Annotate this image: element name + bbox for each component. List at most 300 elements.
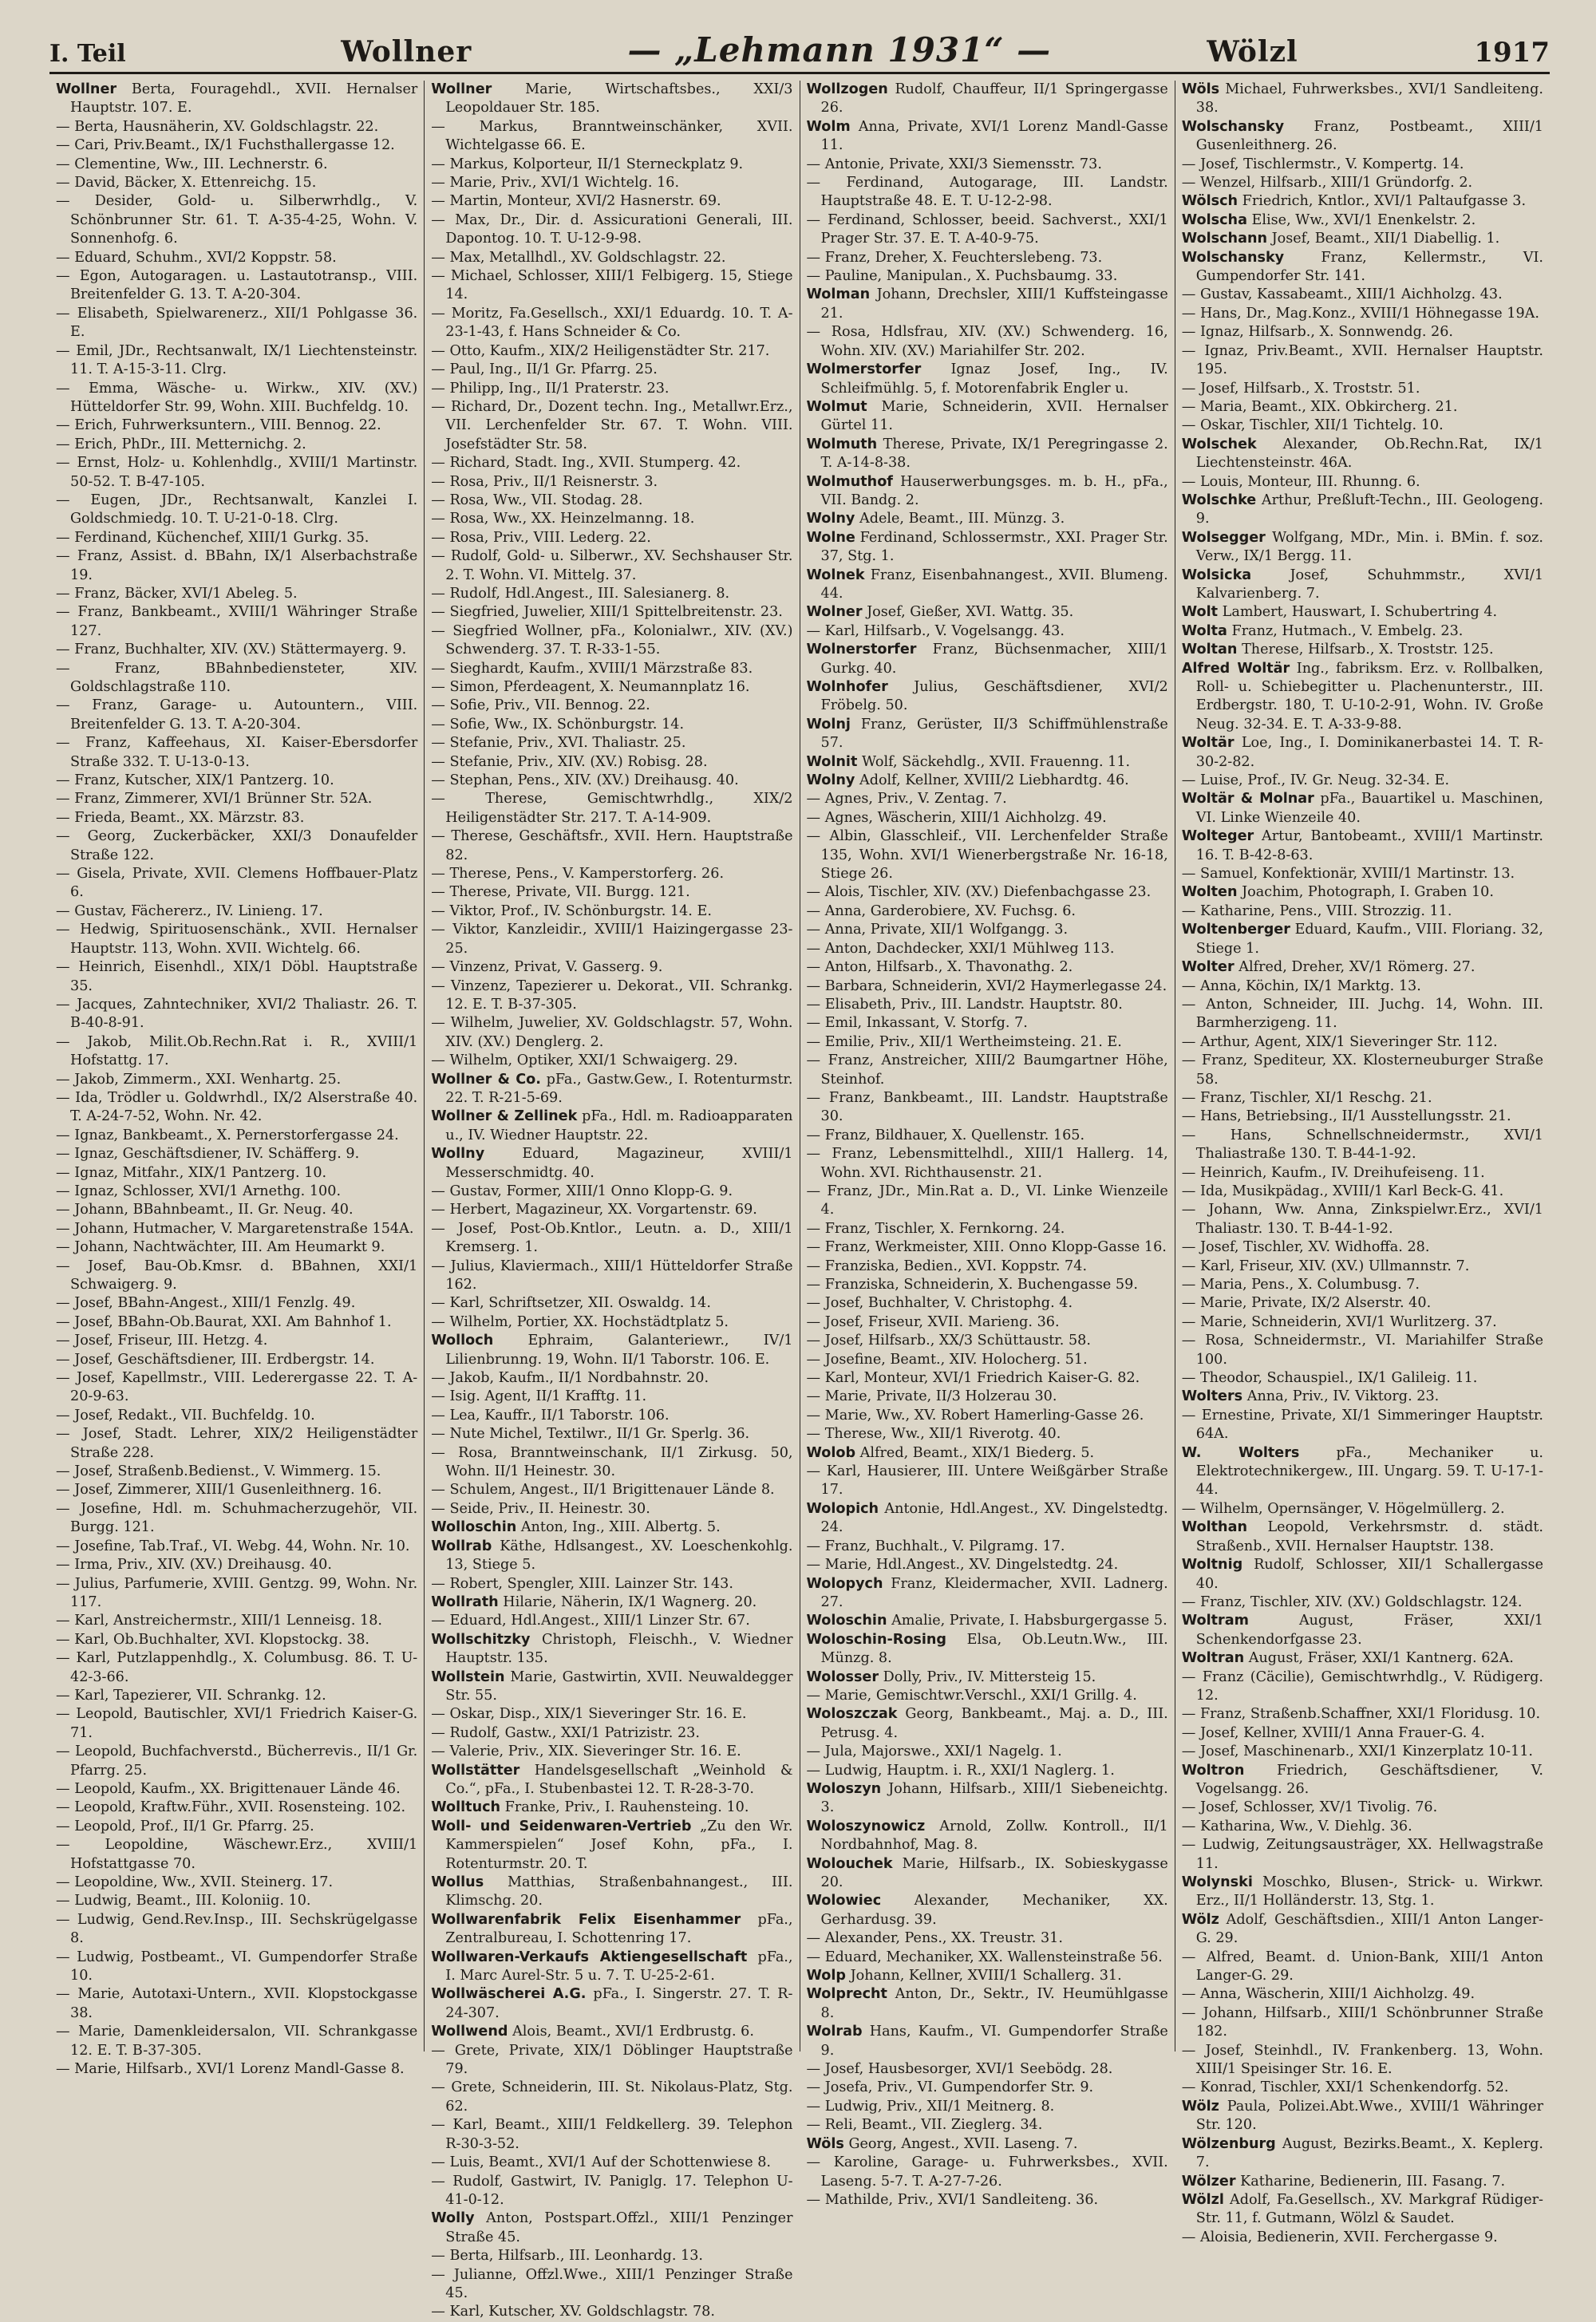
entry-details: Elise, Ww., XVI/1 Enenkelstr. 2. <box>1251 211 1476 228</box>
directory-entry <box>1182 865 1543 883</box>
entry-details: Emma, Wäsche- u. Wirkw., XIV. (XV.) Hütteldorfer Str. 99, Wohn. XIII. Buchfeldg. 10. <box>70 380 418 415</box>
directory-entry <box>1182 1556 1543 1593</box>
left-keyword: Wollner <box>341 35 472 69</box>
entry-details: Ignaz, Schlosser, XVI/1 Arnethg. 100. <box>74 1183 342 1199</box>
directory-entry <box>807 753 1168 772</box>
directory-entry <box>431 492 792 510</box>
entry-surname: Wolner <box>806 604 863 621</box>
entry-details: Jacques, Zahntechniker, XVI/2 Thaliastr. 26. T. B-40-8-91. <box>70 996 418 1032</box>
entry-details: Anna, Wäscherin, XIII/1 Aichholzg. 49. <box>1199 1986 1476 2003</box>
directory-entry <box>1182 286 1543 304</box>
entry-details: Franz, Tischler, XI/1 Reschg. 21. <box>1199 1089 1432 1106</box>
entry-details: Louis, Monteur, III. Rhunng. 6. <box>1199 473 1420 490</box>
directory-entry <box>56 1071 417 1089</box>
entry-details: Rudolf, Gastwirt, IV. Paniglg. 17. Telephon U-41-0-12. <box>445 2173 793 2208</box>
directory-entry <box>1182 1276 1543 1294</box>
directory-entry <box>56 529 417 547</box>
entry-details: Ludwig, Hauptm. i. R., XXI/1 Naglerg. 1. <box>824 1762 1115 1779</box>
directory-entry <box>807 2154 1168 2191</box>
entry-details: Josef, Straßenb.Bedienst., V. Wimmerg. 15. <box>74 1463 381 1480</box>
entry-details: Katharine, Bedienerin, III. Fasang. 7. <box>1240 2173 1506 2190</box>
directory-entry <box>431 249 792 267</box>
directory-entry <box>56 1985 417 2023</box>
entry-details: David, Bäcker, X. Ettenreichg. 15. <box>74 175 317 192</box>
entry-surname: Wolny <box>806 772 855 789</box>
directory-entry <box>807 1855 1168 1893</box>
entry-details: Emilie, Priv., XII/1 Wertheimsteing. 21. E. <box>824 1033 1122 1050</box>
directory-entry <box>431 1145 792 1183</box>
directory-entry <box>807 1238 1168 1257</box>
entry-details: Siegfried, Juwelier, XIII/1 Spittelbreitenstr. 23. <box>449 604 783 621</box>
directory-entry <box>56 1220 417 1238</box>
directory-entry <box>807 622 1168 641</box>
directory-entry <box>56 1463 417 1481</box>
directory-entry <box>431 118 792 156</box>
directory-entry <box>1182 827 1543 865</box>
directory-entry <box>807 1463 1168 1500</box>
directory-entry <box>1182 2079 1543 2097</box>
directory-entry <box>56 1892 417 1910</box>
directory-entry <box>807 1014 1168 1033</box>
directory-entry <box>431 398 792 454</box>
directory-entry <box>1182 249 1543 286</box>
directory-entry <box>431 211 792 249</box>
entry-details: Josefine, Hdl. m. Schuhmacherzugehör, VII. Burgg. 121. <box>70 1500 418 1536</box>
entry-details: Marie, Ww., XV. Robert Hamerling-Gasse 26. <box>824 1407 1144 1424</box>
entry-details: Samuel, Konfektionär, XVIII/1 Martinstr. 13. <box>1199 866 1515 883</box>
entry-details: Hilarie, Näherin, IX/1 Wagnerg. 20. <box>503 1593 757 1610</box>
directory-entry <box>1182 1818 1543 1836</box>
entry-details: Anton, Ing., XIII. Albertg. 5. <box>520 1519 721 1536</box>
entry-details: Marie, Schneiderin, XVI/1 Wurlitzerg. 37. <box>1199 1313 1497 1330</box>
entry-details: Moritz, Fa.Gesellsch., XXI/1 Eduardg. 10. T. A-23-1-43, f. Hans Schneider & Co. <box>445 305 793 341</box>
directory-entry <box>1182 958 1543 977</box>
entry-details: Aloisia, Bedienerin, XVII. Ferchergasse 9. <box>1199 2229 1498 2245</box>
entry-details: Dolly, Priv., IV. Mittersteig 15. <box>883 1668 1096 1685</box>
directory-entry <box>431 81 792 118</box>
entry-details: Hans, Betriebsing., II/1 Ausstellungsstr. 21. <box>1199 1108 1511 1125</box>
entry-details: Antonie, Hdl.Angest., XV. Dingelstedtg. 24. <box>820 1500 1168 1536</box>
directory-entry <box>431 1818 792 1874</box>
directory-entry <box>431 1724 792 1743</box>
directory-entry <box>431 716 792 734</box>
directory-entry <box>431 1631 792 1668</box>
entry-details: Johann, Hilfsarb., XIII/1 Schönbrunner Straße 182. <box>1195 2004 1543 2040</box>
directory-entry <box>807 118 1168 156</box>
entry-details: Elisabeth, Priv., III. Landstr. Hauptstr. 80. <box>824 996 1123 1013</box>
entry-details: Amalie, Private, I. Habsburgergasse 5. <box>891 1613 1167 1629</box>
directory-entry <box>1182 660 1543 735</box>
entry-details: Hans, Kaufm., VI. Gumpendorfer Straße 9. <box>820 2024 1168 2059</box>
directory-entry <box>56 1033 417 1071</box>
entry-details: Ida, Trödler u. Goldwrhdl., IX/2 Alserstraße 40. T. A-24-7-52, Wohn. Nr. 42. <box>70 1089 418 1125</box>
entry-surname: Wolteger <box>1181 828 1254 845</box>
entry-details: Rudolf, Chauffeur, II/1 Springergasse 26. <box>820 81 1168 116</box>
entry-details: Eduard, Magazineur, XVIII/1 Messerschmidtg. 40. <box>445 1146 793 1181</box>
entry-surname: Wöls <box>1181 81 1220 97</box>
entry-details: Karl, Monteur, XVI/1 Friedrich Kaiser-G. 82. <box>824 1370 1140 1387</box>
directory-entry <box>1182 1258 1543 1276</box>
entry-details: Karl, Ob.Buchhalter, XVI. Klopstockg. 38. <box>74 1631 369 1648</box>
entry-details: Friedrich, Geschäftsdiener, V. Vogelsangg. 26. <box>1195 1762 1543 1797</box>
entry-details: Josef, Post-Ob.Kntlor., Leutn. a. D., XIII/1 Kremserg. 1. <box>445 1220 793 1256</box>
entry-details: Josef, Gießer, XVI. Wattg. 35. <box>867 604 1074 621</box>
entry-details: Elisabeth, Spielwarenerz., XII/1 Pohlgasse 36. E. <box>70 305 418 341</box>
entry-surname: Woltron <box>1181 1762 1245 1779</box>
directory-entry <box>807 267 1168 286</box>
directory-entry <box>807 1089 1168 1127</box>
directory-entry <box>431 1799 792 1817</box>
directory-entry <box>807 790 1168 808</box>
directory-entry <box>431 1332 792 1369</box>
entry-details: Josef, Tischler, XV. Widhoffa. 28. <box>1199 1239 1430 1256</box>
entry-details: Marie, Autotaxi-Untern., XVII. Klopstockgasse 38. <box>70 1986 418 2021</box>
directory-entry <box>56 1631 417 1649</box>
directory-entry <box>431 1183 792 1201</box>
entry-surname: Woloszyn <box>806 1780 882 1797</box>
entry-details: Marie, Damenkleidersalon, VII. Schrankgasse 12. E. T. B-37-305. <box>70 2024 418 2059</box>
entry-details: Josef, BBahn-Ob.Baurat, XXI. Am Bahnhof 1. <box>74 1313 392 1330</box>
entry-details: Ludwig, Zeitungsausträger, XX. Hellwagstraße 11. <box>1195 1837 1543 1872</box>
entry-details: Alois, Tischler, XIV. (XV.) Diefenbachgasse 23. <box>824 884 1152 901</box>
directory-entry <box>807 1294 1168 1313</box>
directory-entry <box>1182 417 1543 435</box>
entry-details: Leopold, Kaufm., XX. Brigittenauer Lände 46. <box>74 1780 401 1797</box>
directory-entry <box>431 1108 792 1145</box>
directory-entry <box>56 1649 417 1687</box>
entry-details: Ferdinand, Autogarage, III. Landstr. Hauptstraße 48. E. T. U-12-2-98. <box>820 175 1168 210</box>
entry-surname: Wölz <box>1181 2098 1219 2115</box>
entry-surname: Wolta <box>1181 622 1227 639</box>
entry-details: Rosa, Priv., II/1 Reisnerstr. 3. <box>449 473 658 490</box>
directory-entry <box>807 1612 1168 1630</box>
directory-entry <box>807 1687 1168 1705</box>
directory-entry <box>431 473 792 492</box>
entry-details: Lambert, Hauswart, I. Schubertring 4. <box>1222 604 1498 621</box>
directory-entry <box>1182 323 1543 342</box>
entry-details: Karl, Hilfsarb., V. Vogelsangg. 43. <box>824 622 1065 639</box>
entry-details: Karl, Putzlappenhdlg., X. Columbusg. 86. T. U-42-3-66. <box>70 1650 418 1685</box>
directory-entry <box>56 1089 417 1127</box>
entry-details: Agnes, Priv., V. Zentag. 7. <box>824 791 1007 808</box>
entry-details: Marie, Priv., XVI/1 Wichtelg. 16. <box>449 175 680 192</box>
entry-surname: Wolloschin <box>431 1519 517 1536</box>
entry-details: Josef, Bau-Ob.Kmsr. d. BBahnen, XXI/1 Schwaigerg. 9. <box>70 1258 418 1293</box>
entry-details: Karl, Tapezierer, VII. Schrankg. 12. <box>74 1687 326 1704</box>
directory-entry <box>807 1425 1168 1443</box>
entry-surname: Wolschansky <box>1181 249 1285 266</box>
entry-details: Lea, Kauffr., II/1 Taborstr. 106. <box>449 1407 670 1424</box>
entry-details: Eduard, Schuhm., XVI/2 Koppstr. 58. <box>74 249 337 266</box>
entry-details: Wenzel, Hilfsarb., XIII/1 Gründorfg. 2. <box>1199 175 1473 192</box>
directory-entry <box>807 1313 1168 1332</box>
entry-details: Josefine, Beamt., XIV. Holocherg. 51. <box>824 1351 1088 1368</box>
directory-entry <box>431 2303 792 2321</box>
entry-details: Leopold, Buchfachverstd., Bücherrevis., II/1 Gr. Pfarrg. 25. <box>70 1743 418 1779</box>
directory-entry <box>1182 734 1543 772</box>
entry-details: Therese, Hilfsarb., X. Troststr. 125. <box>1242 642 1494 658</box>
directory-entry <box>431 1220 792 1258</box>
page-number: 1917 <box>1474 37 1550 69</box>
entry-details: Hans, Dr., Mag.Konz., XVIII/1 Höhnegasse 19A. <box>1199 305 1539 322</box>
entry-details: Alfred, Dreher, XV/1 Römerg. 27. <box>1238 959 1476 976</box>
directory-entry <box>56 1743 417 1780</box>
directory-entry <box>56 417 417 435</box>
entry-details: Johann, Hilfsarb., XIII/1 Siebeneichtg. 3. <box>820 1780 1168 1816</box>
directory-entry <box>56 305 417 342</box>
entry-details: Johann, Drechsler, XIII/1 Kuffsteingasse 21. <box>820 286 1168 322</box>
entry-surname: Wolprecht <box>806 1986 887 2003</box>
directory-entry <box>807 1892 1168 1929</box>
entry-surname: Wollner <box>431 81 492 97</box>
entry-details: Hedwig, Spirituosenschänk., XVII. Hernalser Hauptstr. 113, Wohn. XVII. Wichtelg. 66. <box>70 922 418 957</box>
directory-entry <box>56 1780 417 1799</box>
entry-details: Anton, Dachdecker, XXI/1 Mühlweg 113. <box>824 940 1115 957</box>
directory-entry <box>807 1407 1168 1425</box>
directory-entry <box>431 1388 792 1406</box>
entry-details: Marie, Gastwirtin, XVII. Neuwaldegger Str. 55. <box>445 1668 793 1704</box>
entry-surname: Wollstein <box>431 1668 505 1685</box>
entry-surname: Wölz <box>1181 1911 1219 1928</box>
entry-details: pFa., I. Singerstr. 27. T. R-24-307. <box>445 1986 793 2021</box>
entry-details: Maria, Beamt., XIX. Obkircherg. 21. <box>1199 398 1458 415</box>
entry-details: pFa., Gastw.Gew., I. Rotenturmstr. 22. T. R-21-5-69. <box>445 1071 793 1106</box>
directory-entry <box>431 585 792 603</box>
entry-details: Wilhelm, Juwelier, XV. Goldschlagstr. 57, Wohn. XIV. (XV.) Denglerg. 2. <box>445 1015 793 1050</box>
entry-details: Franz, Bankbeamt., III. Landstr. Hauptstraße 30. <box>820 1089 1168 1125</box>
directory-entry <box>56 267 417 305</box>
directory-entry <box>807 1388 1168 1406</box>
entry-details: Josefa, Priv., VI. Gumpendorfer Str. 9. <box>824 2079 1094 2096</box>
directory-entry <box>56 1911 417 1949</box>
entry-surname: Wolters <box>1181 1388 1243 1405</box>
directory-entry <box>431 977 792 1015</box>
entry-details: Julius, Parfumerie, XVIII. Gentzg. 99, Wohn. Nr. 117. <box>70 1575 418 1610</box>
entry-details: Luis, Beamt., XVI/1 Auf der Schottenwiese 8. <box>449 2154 771 2171</box>
entry-details: Arthur, Preßluft-Techn., III. Geologeng. 9. <box>1195 492 1544 527</box>
directory-entry <box>807 286 1168 323</box>
entry-details: Ignaz, Priv.Beamt., XVII. Hernalser Hauptstr. 195. <box>1195 342 1544 378</box>
entry-details: Georg, Bankbeamt., Maj. a. D., III. Petrusg. 4. <box>820 1706 1168 1741</box>
directory-entry <box>431 1705 792 1724</box>
directory-entry <box>431 1743 792 1761</box>
entry-surname: Wolmuth <box>806 436 878 452</box>
entry-surname: Wolp <box>806 1968 846 1984</box>
entry-details: Therese, Geschäftsfr., XVII. Hern. Hauptstraße 82. <box>445 828 793 863</box>
directory-entry <box>56 697 417 734</box>
directory-entry <box>56 1538 417 1556</box>
entry-surname: Wolsicka <box>1181 567 1252 583</box>
directory-entry <box>56 342 417 380</box>
directory-entry <box>56 1575 417 1613</box>
entry-details: Arnold, Zollw. Kontroll., II/1 Nordbahnhof, Mag. 8. <box>820 1818 1168 1854</box>
entry-surname: Wolmuthof <box>806 473 893 490</box>
directory-entry <box>1182 81 1543 118</box>
directory-entry <box>431 2079 792 2116</box>
entry-details: Josef, Hilfsarb., X. Troststr. 51. <box>1199 380 1420 397</box>
entry-details: Alexander, Pens., XX. Treustr. 31. <box>824 1930 1063 1947</box>
directory-entry <box>807 361 1168 398</box>
directory-entry <box>56 1556 417 1574</box>
directory-entry <box>1182 2098 1543 2135</box>
directory-entry <box>56 136 417 155</box>
entry-details: Marie, Gemischtwr.Verschl., XXI/1 Grillg. 4. <box>824 1687 1137 1704</box>
entry-details: pFa., Bauartikel u. Maschinen, VI. Linke Wienzeile 40. <box>1195 791 1543 826</box>
directory-entry <box>807 1705 1168 1743</box>
directory-entry <box>1182 1238 1543 1257</box>
directory-entry <box>431 1518 792 1537</box>
entry-details: Hauserwerbungsges. m. b. H., pFa., VII. Bandg. 2. <box>820 473 1168 508</box>
entry-surname: Wollner & Zellinek <box>431 1108 578 1125</box>
entry-details: Marie, Schneiderin, XVII. Hernalser Gürtel 11. <box>820 398 1168 434</box>
entry-details: Josef, Steinhdl., IV. Frankenberg. 13, Wohn. XIII/1 Speisinger Str. 16. E. <box>1195 2042 1544 2078</box>
entry-details: Franz, Kleidermacher, XVII. Ladnerg. 27. <box>820 1575 1168 1610</box>
entry-details: Gustav, Former, XIII/1 Onno Klopp-G. 9. <box>449 1183 733 1199</box>
entry-surname: Wolter <box>1181 959 1235 976</box>
directory-entry <box>431 1444 792 1482</box>
directory-entry <box>1182 118 1543 156</box>
directory-entry <box>807 716 1168 753</box>
directory-entry <box>1182 996 1543 1033</box>
entry-details: Franz, Postbeamt., XIII/1 Gusenleithnerg. 26. <box>1195 118 1543 154</box>
directory-entry <box>431 1294 792 1313</box>
directory-entry <box>1182 1052 1543 1089</box>
directory-entry <box>1182 1201 1543 1238</box>
directory-entry <box>807 641 1168 678</box>
directory-entry <box>431 790 792 827</box>
entry-details: Ludwig, Beamt., III. Koloniig. 10. <box>74 1893 311 1909</box>
entry-details: pFa., Zentralbureau, I. Schottenring 17. <box>445 1911 793 1947</box>
entry-details: Franziska, Schneiderin, X. Buchengasse 59. <box>824 1277 1138 1293</box>
entry-details: Franz, Kellermstr., VI. Gumpendorfer Str. 141. <box>1195 249 1544 285</box>
entry-surname: Woll- und Seidenwaren-Vertrieb <box>431 1818 692 1834</box>
entry-details: Rosa, Hdlsfrau, XIV. (XV.) Schwenderg. 16, Wohn. XIV. (XV.) Mariahilfer Str. 202. <box>820 324 1168 359</box>
entry-details: Philipp, Ing., II/1 Praterstr. 23. <box>449 380 670 397</box>
entry-details: Paula, Polizei.Abt.Wwe., XVIII/1 Währinger Str. 120. <box>1195 2098 1543 2134</box>
entry-details: Josefine, Tab.Traf., VI. Webg. 44, Wohn. Nr. 10. <box>74 1538 410 1554</box>
directory-entry <box>807 958 1168 977</box>
directory-entry <box>1182 1108 1543 1126</box>
entry-details: Franziska, Bedien., XVI. Koppstr. 74. <box>824 1258 1088 1274</box>
entry-details: Irma, Priv., XIV. (XV.) Dreihausg. 40. <box>74 1557 332 1574</box>
entry-details: Johann, Ww. Anna, Zinkspielwr.Erz., XVI/1 Thaliastr. 130. T. B-44-1-92. <box>1195 1202 1543 1237</box>
entry-details: Michael, Schlosser, XIII/1 Felbigerg. 15, Stiege 14. <box>445 268 793 303</box>
entry-details: Agnes, Wäscherin, XIII/1 Aichholzg. 49. <box>824 809 1107 826</box>
entry-details: pFa., Mechaniker u. Elektrotechnikergew., III. Ungarg. 59. T. U-17-1-44. <box>1195 1444 1543 1499</box>
directory-entry <box>807 398 1168 436</box>
directory-entry <box>56 1818 417 1836</box>
directory-entry <box>1182 1705 1543 1724</box>
entry-details: Markus, Branntweinschänker, XVII. Wichtelgasse 66. E. <box>445 118 793 154</box>
entry-details: August, Fräser, XXI/1 Kantnerg. 62A. <box>1248 1650 1514 1667</box>
directory-entry <box>1182 2135 1543 2173</box>
directory-entry <box>56 1351 417 1369</box>
entry-details: Alfred, Beamt., XIX/1 Biederg. 5. <box>859 1444 1095 1461</box>
directory-entry <box>1182 1762 1543 1799</box>
entry-surname: Wolschann <box>1181 231 1267 247</box>
entry-details: Karoline, Garage- u. Fuhrwerksbes., XVII. Laseng. 5-7. T. A-27-7-26. <box>820 2154 1168 2190</box>
entry-details: Johann, Nachtwächter, III. Am Heumarkt 9. <box>74 1239 385 1256</box>
entry-details: Franz (Cäcilie), Gemischtwrhdlg., V. Rüdigerg. 12. <box>1195 1668 1543 1704</box>
entry-details: Joachim, Photograph, I. Graben 10. <box>1242 884 1494 901</box>
directory-entry <box>431 1538 792 1575</box>
directory-entry <box>807 827 1168 883</box>
directory-entry <box>431 1201 792 1219</box>
entry-details: Vinzenz, Privat, V. Gasserg. 9. <box>449 959 663 976</box>
directory-entry <box>431 2023 792 2041</box>
column-2 <box>425 81 800 2320</box>
directory-entry <box>807 1780 1168 1818</box>
entry-details: Heinrich, Kaufm., IV. Dreihufeiseng. 11. <box>1199 1164 1485 1181</box>
directory-entry <box>1182 603 1543 622</box>
entry-surname: Wolnerstorfer <box>806 642 917 658</box>
entry-surname: Wollner <box>56 81 117 97</box>
directory-entry <box>1182 1388 1543 1406</box>
entry-surname: Woltram <box>1181 1613 1249 1629</box>
entry-details: Josef, Friseur, III. Hetzg. 4. <box>74 1333 268 1349</box>
entry-details: Eduard, Kaufm., VIII. Floriang. 32, Stiege 1. <box>1195 922 1543 957</box>
directory-entry <box>56 1481 417 1499</box>
entry-details: Julianne, Offzl.Wwe., XIII/1 Penzinger Straße 45. <box>445 2266 793 2301</box>
directory-entry <box>807 2079 1168 2097</box>
entry-details: Josef, Maschinenarb., XXI/1 Kinzerplatz 10-11. <box>1199 1743 1533 1760</box>
directory-entry <box>807 1444 1168 1463</box>
entry-surname: Wollwaren-Verkaufs Aktiengesellschaft <box>431 1949 748 1965</box>
entry-details: Rosa, Ww., VII. Stodag. 28. <box>449 492 643 508</box>
entry-details: Ferdinand, Schlossermstr., XXI. Prager Str. 37, Stg. 1. <box>820 529 1168 565</box>
entry-details: Franz, Eisenbahnangest., XVII. Blumeng. 44. <box>820 567 1168 602</box>
entry-details: Franz, Bäcker, XVI/1 Abeleg. 5. <box>74 585 298 602</box>
directory-entry <box>1182 1724 1543 1743</box>
entry-details: Valerie, Priv., XIX. Sieveringer Str. 16. E. <box>449 1743 741 1760</box>
entry-details: Franz, Bildhauer, X. Quellenstr. 165. <box>824 1127 1085 1143</box>
directory-entry <box>1182 156 1543 174</box>
directory-entry <box>1182 1500 1543 1518</box>
entry-surname: Woltär <box>1181 735 1235 752</box>
entry-details: Stefanie, Priv., XIV. (XV.) Robisg. 28. <box>449 753 708 770</box>
entry-details: Arthur, Agent, XIX/1 Sieveringer Str. 112. <box>1199 1033 1498 1050</box>
directory-entry <box>56 1705 417 1743</box>
entry-details: Rudolf, Hdl.Angest., III. Salesianerg. 8. <box>449 585 730 602</box>
entry-details: Rosa, Branntweinschank, II/1 Zirkusg. 50, Wohn. II/1 Heinestr. 30. <box>445 1444 793 1480</box>
entry-details: Robert, Spengler, XIII. Lainzer Str. 143. <box>449 1575 733 1592</box>
entry-details: Franz, Spediteur, XX. Klosterneuburger Straße 58. <box>1195 1052 1543 1088</box>
entry-details: Franz, Bankbeamt., XVIII/1 Währinger Straße 127. <box>70 604 418 639</box>
entry-details: Rudolf, Gold- u. Silberwr., XV. Sechshauser Str. 2. T. Wohn. VI. Mittelg. 37. <box>445 548 793 583</box>
entry-details: Rudolf, Schlosser, XII/1 Schallergasse 40. <box>1195 1557 1543 1592</box>
entry-details: Josef, Kapellmstr., VIII. Lederergasse 22. T. A-20-9-63. <box>70 1370 418 1405</box>
directory-entry <box>807 678 1168 716</box>
entry-surname: Woltran <box>1181 1650 1245 1667</box>
directory-entry <box>56 1407 417 1425</box>
entry-surname: Wollzogen <box>806 81 888 97</box>
entry-details: Franz, Gerüster, II/3 Schiffmühlenstraße 57. <box>820 716 1168 752</box>
entry-details: Cari, Priv.Beamt., IX/1 Fuchsthallergasse 12. <box>74 137 395 154</box>
directory-entry <box>431 1369 792 1388</box>
directory-entry <box>431 697 792 715</box>
entry-details: Viktor, Prof., IV. Schönburgstr. 14. E. <box>449 902 712 919</box>
directory-entry <box>1182 2229 1543 2247</box>
directory-entry <box>1182 1612 1543 1649</box>
directory-entry <box>807 529 1168 567</box>
directory-entry <box>431 1052 792 1070</box>
directory-entry <box>56 492 417 529</box>
directory-entry <box>56 772 417 790</box>
directory-entry <box>431 529 792 547</box>
entry-details: Julius, Klaviermach., XIII/1 Hütteldorfer Straße 162. <box>445 1258 793 1293</box>
entry-details: Josef, Geschäftsdiener, III. Erdbergstr. 14. <box>74 1351 375 1368</box>
entry-surname: Wolscha <box>1181 211 1247 228</box>
